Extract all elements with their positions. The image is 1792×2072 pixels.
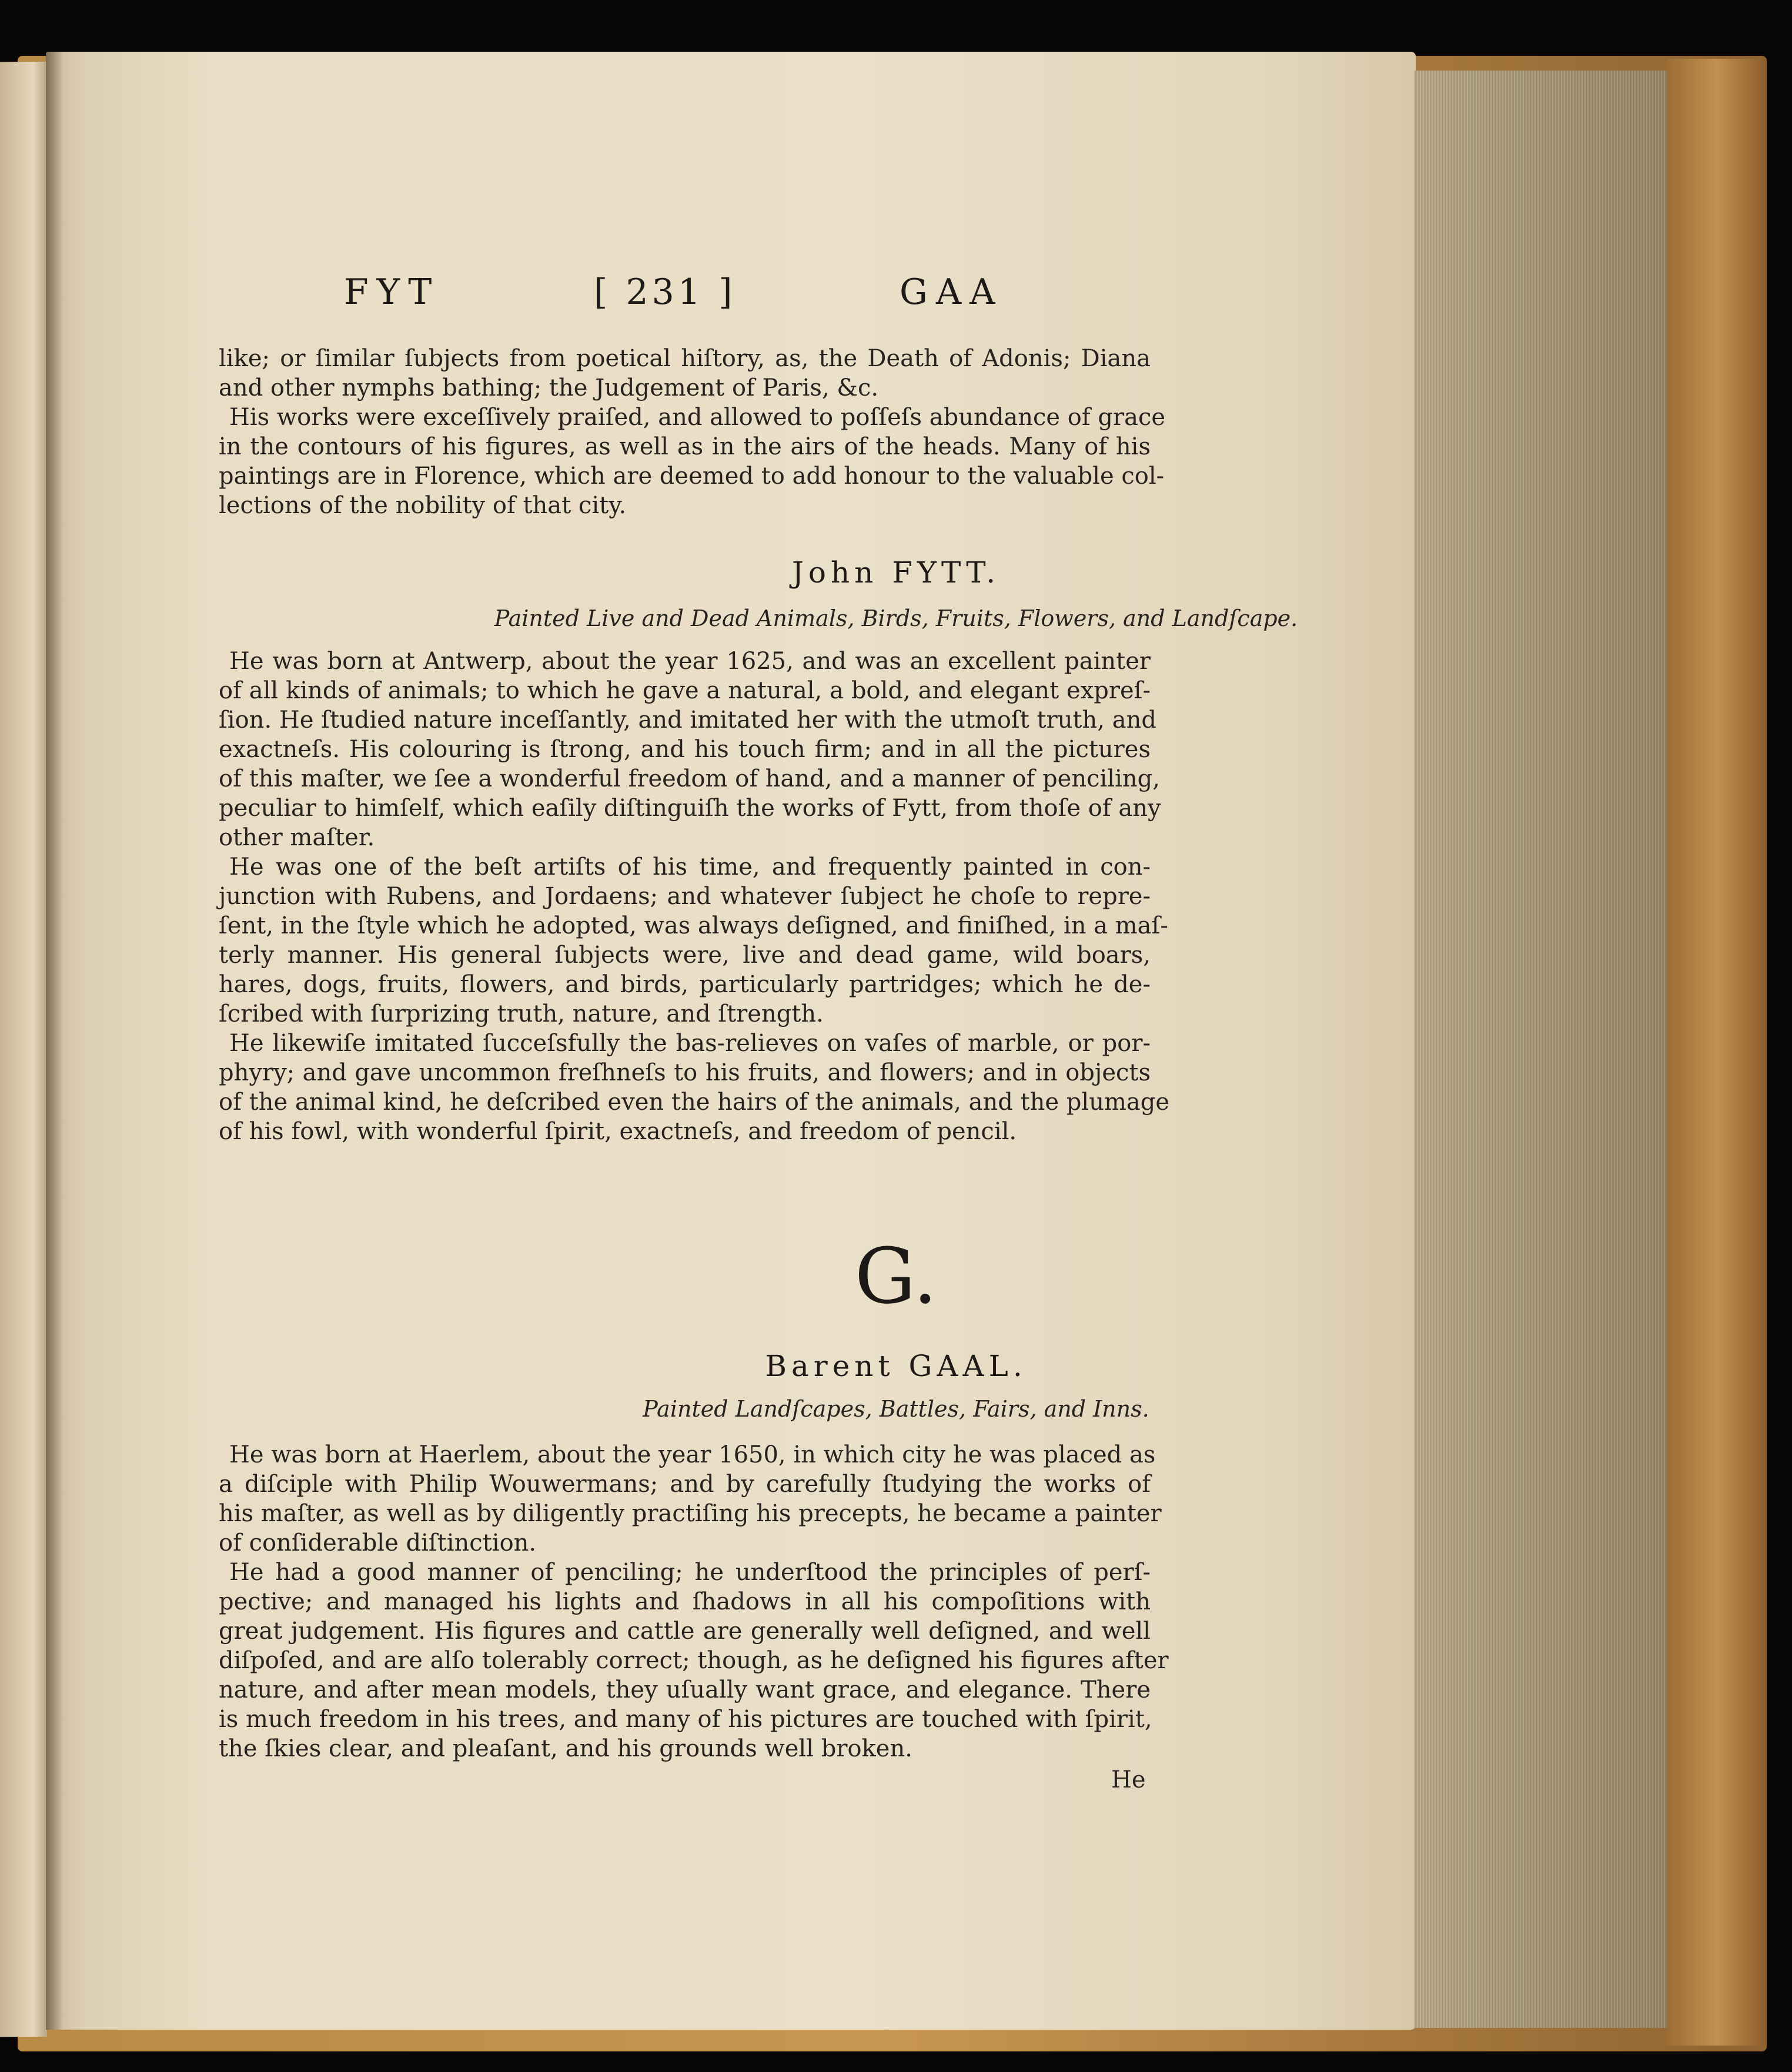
text-line: He had a good manner of penciling; he underſtood the principles of perſ- [229, 1559, 1151, 1586]
text-line: He was born at Antwerp, about the year 1625, and was an excellent painter [229, 648, 1151, 675]
text-line: is much freedom in his trees, and many of his pictures are touched with ſpirit, [219, 1706, 1152, 1733]
text-line: He likewiſe imitated ſucceſsfully the bas-relieves on vaſes of marble, or por- [229, 1030, 1151, 1057]
text-line: pective; and managed his lights and ſhadows in all his compoſitions with [219, 1588, 1151, 1615]
text-line: He was born at Haerlem, about the year 1650, in which city he was placed as [229, 1441, 1156, 1468]
section-letter: G. [854, 1231, 938, 1321]
text-line: a diſciple with Philip Wouwermans; and by carefully ſtudying the works of [219, 1471, 1151, 1498]
page-block-edges [1414, 71, 1667, 2028]
text-line: lections of the nobility of that city. [219, 492, 627, 519]
entry-heading: Barent GAAL. [765, 1349, 1027, 1383]
text-line: of all kinds of animals; to which he gave a natural, a bold, and elegant expreſ- [219, 677, 1151, 704]
entry-subtitle: Painted Landſcapes, Battles, Fairs, and Inns. [643, 1396, 1149, 1422]
text-line: junction with Rubens, and Jordaens; and whatever ſubject he choſe to repre- [219, 883, 1151, 910]
text-line: ſcribed with ſurprizing truth, nature, and ſtrength. [219, 1000, 824, 1027]
text-line: in the contours of his figures, as well as in the airs of the heads. Many of his [219, 433, 1151, 460]
cover-edge [1667, 59, 1767, 2046]
text-line: like; or ſimilar ſubjects from poetical hiſtory, as, the Death of Adonis; Diana [219, 345, 1151, 372]
text-line: of the animal kind, he deſcribed even the hairs of the animals, and the plumage [219, 1089, 1170, 1116]
text-line: great judgement. His figures and cattle are generally well deſigned, and well [219, 1618, 1151, 1645]
text-line: nature, and after mean models, they uſually want grace, and elegance. There [219, 1676, 1151, 1703]
text-line: terly manner. His general ſubjects were, live and dead game, wild boars, [219, 942, 1151, 969]
header-left: FYT [344, 272, 440, 313]
text-line: the ſkies clear, and pleaſant, and his grounds well broken. [219, 1735, 912, 1762]
text-line: other maſter. [219, 824, 375, 851]
text-line: phyry; and gave uncommon freſhneſs to his fruits, and flowers; and in objects [219, 1059, 1151, 1086]
page-gutter-shadow [46, 52, 63, 2030]
text-line: hares, dogs, fruits, flowers, and birds, particularly partridges; which he de- [219, 971, 1151, 998]
text-line: He was one of the beſt artiſts of his time, and frequently painted in con- [229, 853, 1151, 881]
text-line: ſion. He ſtudied nature inceſſantly, and imitated her with the utmoſt truth, and [219, 707, 1156, 734]
header-right: GAA [900, 272, 1004, 313]
text-line: of his fowl, with wonderful ſpirit, exactneſs, and freedom of pencil. [219, 1118, 1017, 1145]
entry-heading: John FYTT. [791, 555, 1001, 590]
running-header [0, 272, 1792, 330]
text-line: his maſter, as well as by diligently practiſing his precepts, he became a painter [219, 1500, 1162, 1527]
text-line: of conſiderable diſtinction. [219, 1529, 537, 1556]
page-number: [ 231 ] [594, 272, 736, 313]
text-line: and other nymphs bathing; the Judgement of Paris, &c. [219, 374, 879, 401]
text-line: paintings are in Florence, which are deemed to add honour to the valuable col- [219, 463, 1165, 490]
text-line: diſpoſed, and are alſo tolerably correct; though, as he deſigned his figures after [219, 1647, 1169, 1674]
text-line: peculiar to himſelf, which eaſily diſtinguiſh the works of Fytt, from thoſe of any [219, 795, 1161, 822]
text-line: of this maſter, we ſee a wonderful freedom of hand, and a manner of penciling, [219, 765, 1160, 792]
entry-subtitle: Painted Live and Dead Animals, Birds, Fruits, Flowers, and Landſcape. [494, 605, 1298, 631]
text-line: exactneſs. His colouring is ſtrong, and his touch firm; and in all the pictures [219, 736, 1151, 763]
catchword: He [1111, 1766, 1146, 1793]
text-line: His works were exceſſively praiſed, and allowed to poſſeſs abundance of grace [229, 404, 1166, 431]
facing-page-edge [0, 62, 47, 2037]
text-line: ſent, in the ſtyle which he adopted, was always deſigned, and finiſhed, in a maſ- [219, 912, 1168, 939]
